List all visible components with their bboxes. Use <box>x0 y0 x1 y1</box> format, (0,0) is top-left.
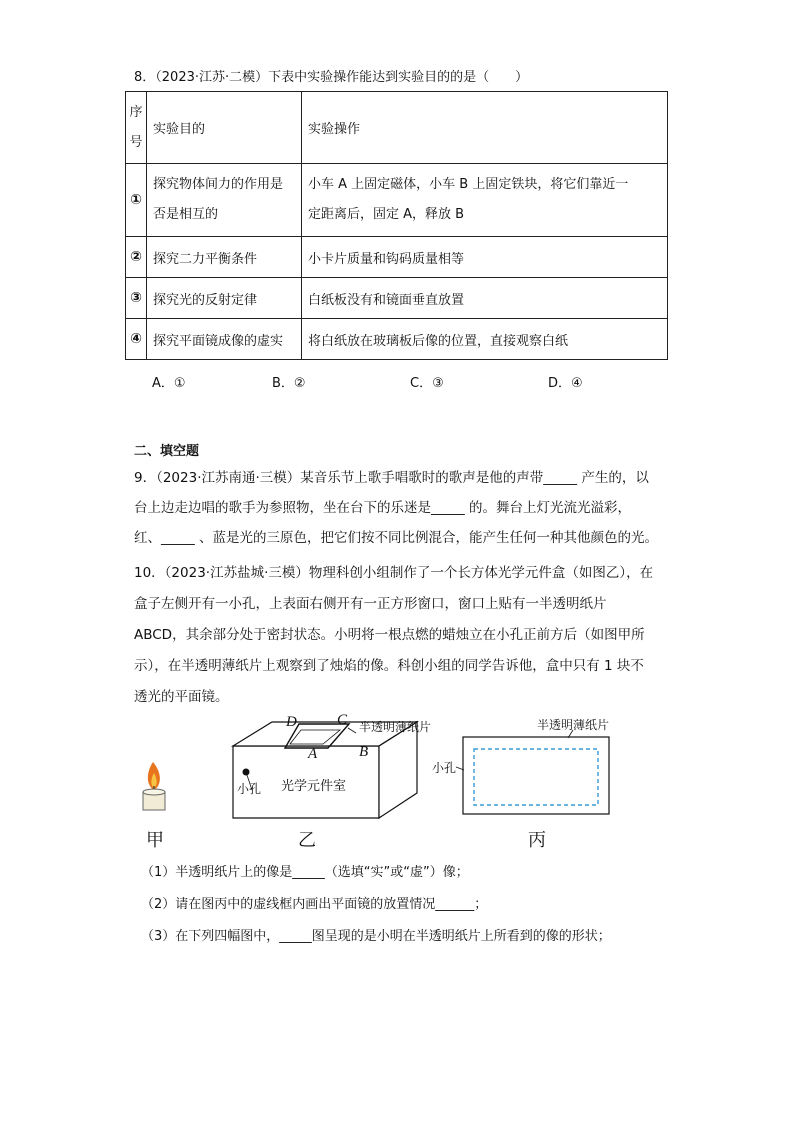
row-number: ① <box>126 164 147 237</box>
row-aim: 探究光的反射定律 <box>147 278 302 319</box>
plan-paper-label: 半透明薄纸片 <box>537 718 610 732</box>
sub-question-1: （1）半透明纸片上的像是_____（选填“实”或“虚”）像； <box>141 865 469 880</box>
row-number: ④ <box>126 319 147 360</box>
row-operation: 小卡片质量和钩码质量相等 <box>302 237 668 278</box>
row-aim-line: 否是相互的 <box>153 207 219 222</box>
label-a: A <box>308 746 318 762</box>
header-no-line-2: 号 <box>129 134 143 150</box>
header-operation: 实验操作 <box>302 92 668 164</box>
option-a: A．① <box>152 376 186 391</box>
question-9-line: 9．（2023·江苏南通·三模）某音乐节上歌手唱歌时的歌声是他的声带_____ 产生的，以 <box>134 470 649 486</box>
question-9-line: 红、_____ 、蓝是光的三原色，把它们按不同比例混合，能产生任何一种其他颜色的光。 <box>134 530 659 546</box>
plan-hole-label: 小孔 <box>432 761 457 775</box>
option-d: D．④ <box>548 376 583 391</box>
hole-label: 小孔 <box>237 782 262 796</box>
question-10-line: 10．（2023·江苏盐城·三模）物理科创小组制作了一个长方体光学元件盒（如图乙），在 <box>134 565 654 581</box>
row-operation-line: 定距离后，固定 A，释放 B <box>308 207 465 222</box>
header-aim: 实验目的 <box>147 92 302 164</box>
row-number: ③ <box>126 278 147 319</box>
option-b: B．② <box>272 376 306 391</box>
caption-yi: 乙 <box>298 830 316 851</box>
candle-icon <box>143 762 165 810</box>
label-c: C <box>337 712 348 728</box>
caption-bing: 丙 <box>528 830 546 851</box>
label-b: B <box>359 744 369 760</box>
question-10-line: ABCD，其余部分处于密封状态。小明将一根点燃的蜡烛立在小孔正前方后（如图甲所 <box>134 627 645 643</box>
box-label: 光学元件室 <box>281 779 347 794</box>
label-d: D <box>286 714 297 730</box>
optical-box <box>233 722 417 818</box>
option-c: C．③ <box>410 376 444 391</box>
candle-top <box>143 789 165 795</box>
question-10-line: 示），在半透明薄纸片上观察到了烛焰的像。科创小组的同学告诉他，盒中只有 1 块不 <box>134 658 644 674</box>
section-title: 二、填空题 <box>134 444 200 459</box>
row-operation: 白纸板没有和镜面垂直放置 <box>302 278 668 319</box>
row-operation: 将白纸放在玻璃板后像的位置，直接观察白纸 <box>302 319 668 360</box>
sub-question-2: （2）请在图丙中的虚线框内画出平面镜的放置情况______； <box>141 897 488 912</box>
question-9-line: 台上边走边唱的歌手为参照物，坐在台下的乐迷是_____ 的。舞台上灯光流光溢彩， <box>134 500 632 516</box>
row-number: ② <box>126 237 147 278</box>
paper-label: 半透明薄纸片 <box>359 720 432 734</box>
row-operation-line: 小车 A 上固定磁体，小车 B 上固定铁块，将它们靠近一 <box>308 177 629 192</box>
question-10-line: 盒子左侧开有一小孔，上表面右侧开有一正方形窗口，窗口上贴有一半透明纸片 <box>134 596 607 612</box>
row-aim: 探究平面镜成像的虚实 <box>147 319 302 360</box>
header-no-line-1: 序 <box>129 104 143 120</box>
question-8-stem: 8．（2023·江苏·二模）下表中实验操作能达到实验目的的是（ ） <box>134 70 529 85</box>
sub-question-3: （3）在下列四幅图中，_____图呈现的是小明在半透明纸片上所看到的像的形状； <box>141 929 611 944</box>
caption-jia: 甲 <box>146 830 164 851</box>
row-aim-line: 探究物体间力的作用是 <box>153 177 284 192</box>
row-aim: 探究二力平衡条件 <box>147 237 302 278</box>
question-10-line: 透光的平面镜。 <box>134 689 229 705</box>
